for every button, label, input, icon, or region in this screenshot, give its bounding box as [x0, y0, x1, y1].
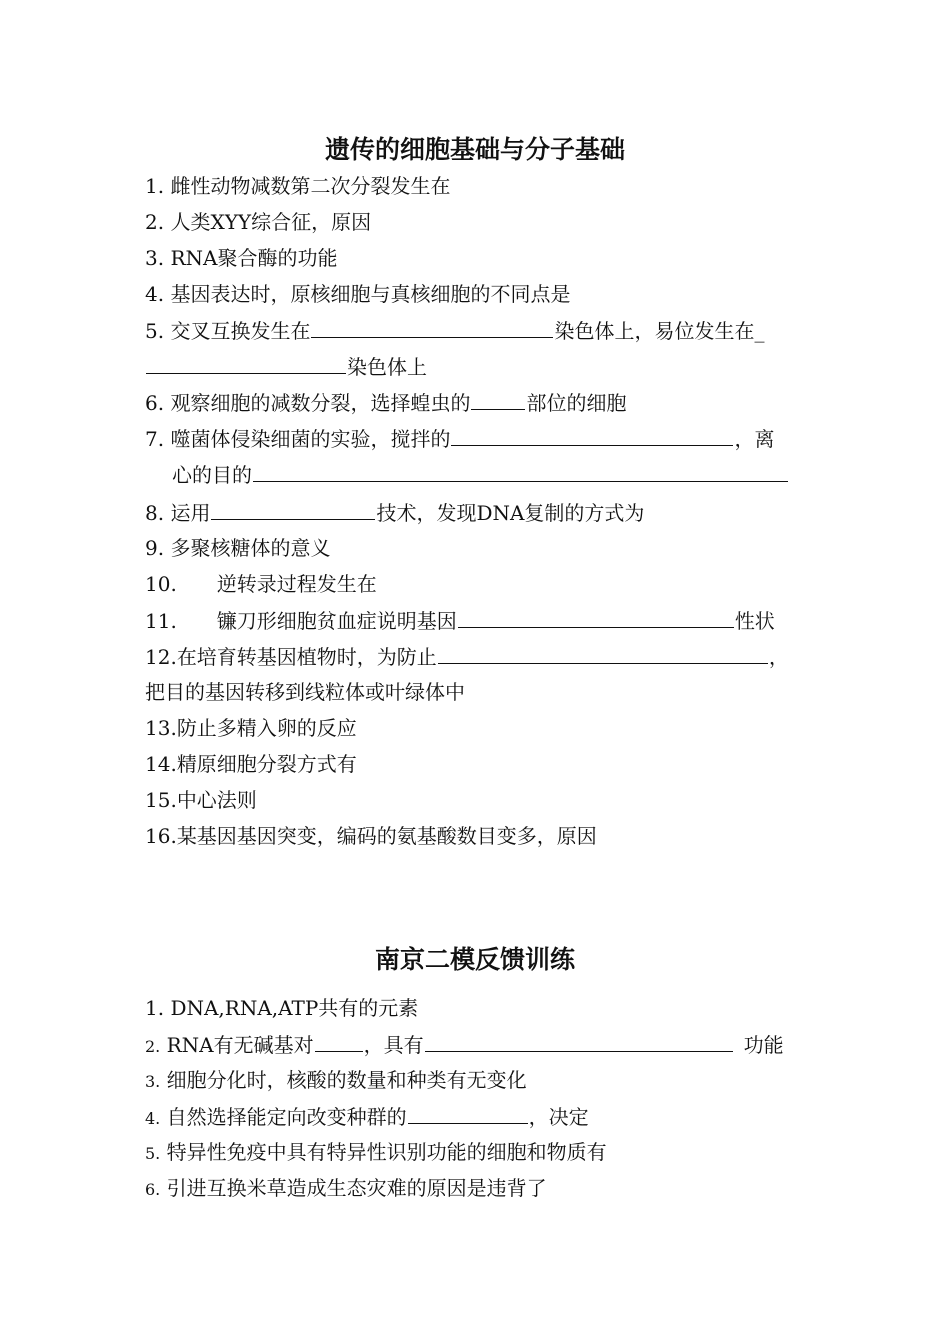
question-number: 1.: [145, 174, 165, 198]
question-item: [145, 281, 570, 307]
answer-blank: [315, 1031, 363, 1052]
question-item: [145, 1103, 589, 1132]
question-text: 防止多精入卵的反应: [176, 716, 357, 740]
question-text: 把目的基因转移到线粒体或叶绿体中: [145, 680, 465, 704]
answer-blank: [253, 461, 788, 482]
question-item: [145, 1031, 784, 1060]
question-text: 心的目的: [172, 463, 252, 487]
question-continuation: [145, 679, 465, 705]
question-text: 自然选择能定向改变种群的: [166, 1105, 407, 1129]
question-number: 5.: [145, 319, 165, 343]
question-number: 3.: [145, 1072, 161, 1091]
question-number: 1.: [145, 996, 165, 1020]
question-text: 特异性免疫中具有特异性识别功能的细胞和物质有: [166, 1140, 607, 1164]
question-text: ，决定: [528, 1105, 589, 1129]
question-text: RNA有无碱基对: [166, 1033, 314, 1057]
question-item: [145, 571, 377, 597]
question-text: 交叉互换发生在: [170, 319, 311, 343]
question-text: 基因表达时，原核细胞与真核细胞的不同点是: [170, 282, 571, 306]
question-text: 逆转录过程发生在: [216, 572, 377, 596]
question-item: [145, 389, 626, 416]
question-item: [145, 1139, 607, 1167]
question-text: 性状: [734, 609, 775, 633]
question-item: [145, 787, 257, 813]
question-number: 9.: [145, 536, 165, 560]
section-title: 遗传的细胞基础与分子基础: [324, 135, 625, 164]
question-number: 14.: [145, 752, 177, 776]
answer-blank: [438, 643, 768, 664]
question-number: 8.: [145, 501, 165, 525]
question-item: [145, 643, 789, 670]
answer-blank: [211, 499, 375, 520]
question-number: 4.: [145, 282, 165, 306]
answer-blank: [471, 389, 525, 410]
question-text: ，具有: [363, 1033, 424, 1057]
question-text: 观察细胞的减数分裂，选择蝗虫的: [170, 391, 471, 415]
question-item: [145, 245, 337, 271]
question-text: ，离: [734, 427, 775, 451]
question-text: _: [754, 319, 765, 343]
question-number: 13.: [145, 716, 177, 740]
question-item: [145, 173, 450, 199]
answer-blank: [425, 1031, 733, 1052]
question-text: 运用: [170, 501, 211, 525]
question-text: RNA聚合酶的功能: [170, 246, 338, 270]
question-number: 5.: [145, 1144, 161, 1163]
question-number: 6.: [145, 1180, 161, 1199]
question-item: [145, 535, 330, 561]
question-number: 12.: [145, 645, 177, 669]
question-text: 染色体上，易位发生在: [554, 319, 755, 343]
question-item: [145, 1175, 547, 1203]
question-text: 技术，发现DNA复制的方式为: [376, 501, 645, 525]
question-text: DNA,RNA,ATP共有的元素: [170, 996, 419, 1020]
question-item: [145, 715, 357, 741]
question-number: 15.: [145, 788, 177, 812]
question-item: [145, 995, 418, 1021]
question-number: 7.: [145, 427, 165, 451]
question-item: [145, 823, 597, 849]
answer-blank: [146, 353, 346, 374]
question-item: [145, 499, 644, 526]
question-number: 16.: [145, 824, 177, 848]
question-text: 精原细胞分裂方式有: [176, 752, 357, 776]
answer-blank: [311, 317, 553, 338]
question-text: 染色体上: [347, 355, 427, 379]
question-item: [145, 751, 357, 777]
question-number: 10.: [145, 572, 177, 596]
question-number: 11.: [145, 609, 177, 633]
question-text: 细胞分化时，核酸的数量和种类有无变化: [166, 1068, 527, 1092]
question-item: [145, 209, 371, 235]
question-text: 人类XYY综合征，原因: [170, 210, 372, 234]
question-text: 镰刀形细胞贫血症说明基因: [216, 609, 457, 633]
question-text: 噬菌体侵染细菌的实验，搅拌的: [170, 427, 451, 451]
question-number: 3.: [145, 246, 165, 270]
question-text: 功能: [743, 1033, 784, 1057]
question-text: 某基因基因突变，编码的氨基酸数目变多，原因: [176, 824, 597, 848]
question-item: [145, 607, 775, 634]
question-number: 2.: [145, 1037, 161, 1056]
question-text: 部位的细胞: [526, 391, 627, 415]
question-item: [145, 317, 764, 344]
question-text: 引进互换米草造成生态灾难的原因是违背了: [166, 1176, 547, 1200]
question-item: [145, 425, 774, 452]
question-item: [145, 1067, 527, 1095]
question-text: 雌性动物减数第二次分裂发生在: [170, 174, 451, 198]
question-text: 中心法则: [176, 788, 257, 812]
question-text: 在培育转基因植物时，为防止: [176, 645, 437, 669]
question-continuation: [145, 353, 427, 380]
question-number: 6.: [145, 391, 165, 415]
question-number: 4.: [145, 1109, 161, 1128]
answer-blank: [458, 607, 734, 628]
question-text: ，: [768, 645, 789, 669]
section-title: 南京二模反馈训练: [374, 945, 575, 974]
answer-blank: [408, 1103, 528, 1124]
question-continuation: [172, 461, 789, 488]
question-text: 多聚核糖体的意义: [170, 536, 331, 560]
answer-blank: [451, 425, 733, 446]
question-number: 2.: [145, 210, 165, 234]
